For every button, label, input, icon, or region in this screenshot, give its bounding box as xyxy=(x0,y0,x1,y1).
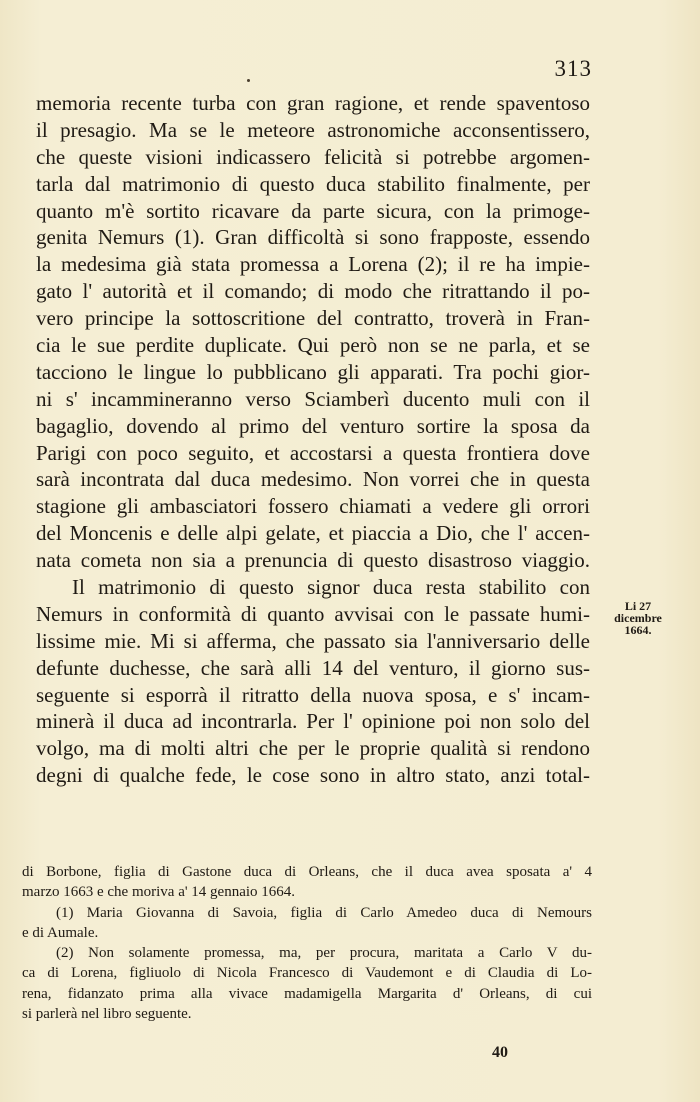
body-line: seguente si esporrà il ritratto della nuova sposa, e s' incam- xyxy=(36,682,590,707)
page-number: 313 xyxy=(554,56,592,81)
body-line: cia le sue perdite duplicate. Qui però non se ne parla, et se xyxy=(36,333,590,358)
margin-note-month: dicembre xyxy=(614,611,662,625)
body-line: minerà il duca ad incontrarla. Per l' opinione poi non solo del xyxy=(36,709,590,734)
margin-note-year: 1664. xyxy=(624,623,652,637)
body-line: quanto m'è sortito ricavare da parte sicura, con la primoge- xyxy=(36,198,590,223)
body-line: la medesima già stata promessa a Lorena (2); il re ha impie- xyxy=(36,252,590,277)
footnote-line: si parlerà nel libro seguente. xyxy=(22,1006,192,1023)
body-line: gato l' autorità et il comando; di modo che ritrattando il po- xyxy=(36,279,590,304)
body-line: degni di qualche fede, le cose sono in altro stato, anzi total- xyxy=(36,763,590,788)
margin-note-day: Li 27 xyxy=(624,599,652,613)
body-line: che queste visioni indicassero felicità si potrebbe argomen- xyxy=(36,144,590,169)
body-line: vero principe la sottoscritione del contratto, troverà in Fran- xyxy=(36,306,590,331)
body-line: lissime mie. Mi si afferma, che passato sia l'anniversario delle xyxy=(36,628,590,653)
footnote-line: rena, fidanzato prima alla vivace madamigella Margarita d' Orleans, di cui xyxy=(22,985,592,1002)
body-line: del Moncenis e delle alpi gelate, et piaccia a Dio, che l' accen- xyxy=(36,521,590,546)
body-line: volgo, ma di molti altri che per le proprie qualità si rendono xyxy=(36,736,590,761)
ink-speck xyxy=(247,79,250,82)
body-line: nata cometa non sia a prenuncia di questo disastroso viaggio. xyxy=(36,548,590,573)
body-line: genita Nemurs (1). Gran difficoltà si sono frapposte, essendo xyxy=(36,225,590,250)
paragraph-start-line: Il matrimonio di questo signor duca resta stabilito con xyxy=(72,575,590,600)
body-line: ni s' incammineranno verso Sciamberì ducento muli con il xyxy=(36,386,590,411)
footnotes xyxy=(22,862,592,1024)
footnote-1: (1) Maria Giovanna di Savoia, figlia di Carlo Amedeo duca di Nemours xyxy=(56,904,592,921)
body-line: tacciono le lingue lo pubblicano gli apparati. Tra pochi gior- xyxy=(36,359,590,384)
body-text xyxy=(36,90,590,789)
body-line: stagione gli ambasciatori fossero chiamati a vedere gli orrori xyxy=(36,494,590,519)
body-line: il presagio. Ma se le meteore astronomiche acconsentissero, xyxy=(36,117,590,142)
signature-mark: 40 xyxy=(492,1044,508,1061)
body-line: tarla dal matrimonio di questo duca stabilito finalmente, per xyxy=(36,171,590,196)
body-line: Nemurs in conformità di quanto avvisai con le passate humi- xyxy=(36,601,590,626)
margin-date-note xyxy=(598,600,678,636)
footnote-line: e di Aumale. xyxy=(22,924,99,941)
body-line: Parigi con poco seguito, et accostarsi a questa frontiera dove xyxy=(36,440,590,465)
footnote-line: marzo 1663 e che moriva a' 14 gennaio 1664. xyxy=(22,884,296,901)
footnote-line: di Borbone, figlia di Gastone duca di Orleans, che il duca avea sposata a' 4 xyxy=(22,864,592,880)
footnote-2: (2) Non solamente promessa, ma, per procura, maritata a Carlo V du- xyxy=(56,945,592,962)
body-line: defunte duchesse, che sarà alli 14 del venturo, il giorno sus- xyxy=(36,655,590,680)
body-line: bagaglio, dovendo al primo del venturo sortire la sposa da xyxy=(36,413,590,438)
footnote-line: ca di Lorena, figliuolo di Nicola Francesco di Vaudemont e di Claudia di Lo- xyxy=(22,965,592,982)
body-line: sarà incontrata dal duca medesimo. Non vorrei che in questa xyxy=(36,467,590,492)
body-line: memoria recente turba con gran ragione, et rende spaventoso xyxy=(36,91,590,115)
